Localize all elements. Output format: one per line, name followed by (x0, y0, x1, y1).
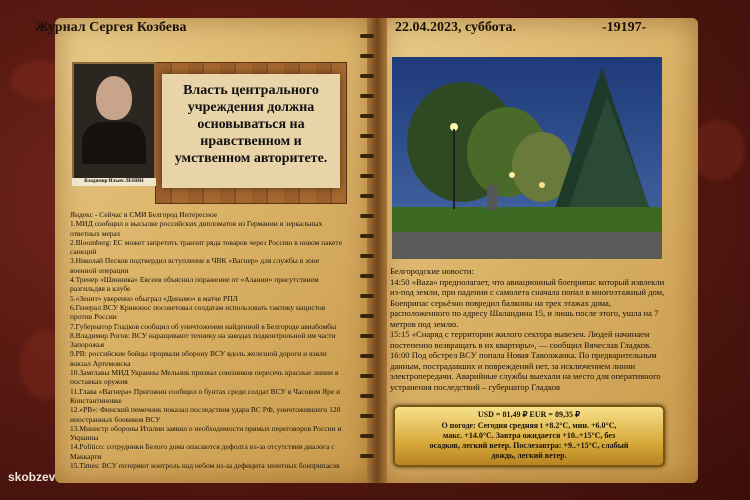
left-news-item: 4.Тренер «Шинника» Евсеев объяснил поражение от «Алании» присутствием разгильдяя в клубе (70, 275, 319, 294)
spine-ring (360, 314, 374, 318)
currency-rates: USD = 81,49 ₽ EUR = 89,35 ₽ (477, 410, 581, 419)
left-news-item: 2.Bloomberg: ЕС может запретить транзит ряда товаров через Россию в новом пакете санкций (70, 237, 342, 257)
weather-line: макс. +14.0°C. Завтра ожидается +10..+15°C, без (442, 431, 616, 440)
spine-ring (360, 334, 374, 338)
left-news-item: 15.Times: ВСУ потеряют контроль над небом из-за дефицита зенитных боеприпасов (70, 461, 340, 471)
spine-ring (360, 414, 374, 418)
spine-ring (360, 154, 374, 158)
spine-ring (360, 434, 374, 438)
left-news-item: 6.Генерал ВСУ Кривонос посоветовал солдатам использовать тактику нацистов против России (70, 302, 326, 322)
spine-ring (360, 274, 374, 278)
left-news-item: 14.Politico: сотрудники Белого дома опасаются дефолта из-за отсутствия диалога с Маккарти (70, 442, 335, 461)
spine-ring (360, 34, 374, 38)
spine-ring (360, 174, 374, 178)
portrait-image (72, 62, 156, 181)
right-news (390, 266, 665, 392)
date-line: 22.04.2023, суббота. (395, 20, 517, 35)
spine-ring (360, 94, 374, 98)
portrait-head (96, 76, 132, 120)
left-news-item: Яндекс - Сейчас в СМИ Белгород Интересное (70, 210, 218, 219)
left-news-item: 7.Губернатор Гладков сообщил об уничтожении найденной в Белгороде авиабомбы (70, 321, 337, 331)
left-news-item: 12.«РВ»: Финский пемечник показал последствия удара ВС РФ, уничтожившего 120 иностранных боевиков ВСУ (70, 405, 341, 424)
left-news-item: 1.МИД сообщил о высылке российских дипломатов из Германии и зеркальных ответных мерах (70, 219, 323, 238)
portrait-caption: Владимир Ильич ЛЕНИН (72, 178, 156, 186)
left-news-item: 3.Николай Песков подтвердил вступление в ЧВК «Вагнер» для службы в зоне военной операции (70, 256, 320, 275)
spine-ring (360, 354, 374, 358)
left-news-item: 11.Глава «Вагнера» Пригожин сообщил о бунтах среди солдат ВСУ в Часовом Яре и Константиновке (70, 386, 341, 405)
entry-number: -19197- (602, 20, 647, 35)
spine-ring (360, 454, 374, 458)
spine-ring (360, 114, 374, 118)
spine-ring (360, 294, 374, 298)
quote-text: Власть центрального учреждения должна основываться на нравственном и умственном авторитете. (174, 83, 328, 166)
spine-ring (360, 394, 374, 398)
spine-ring (360, 194, 374, 198)
spine-ring (360, 214, 374, 218)
right-news-item: 15:15 «Снаряд с территории жилого сектора вывезен. Людей начинаем постепенно возвращать в их квартиры», — сообщил Вячеслав Гладков. (390, 329, 652, 350)
spine-ring (360, 74, 374, 78)
right-news-header: Белгородские новости: (390, 266, 474, 276)
weather-line: осадков, легкий ветер. Послезавтра: +9..+15°C, слабый (429, 441, 629, 450)
spine-ring (360, 254, 374, 258)
left-news-item: 9.РВ: российские бойцы прорвали оборону ВСУ вдоль железной дороги и взяли вокзал Артемовска (70, 349, 327, 368)
spine-ring (360, 54, 374, 58)
right-news-item: 14:50 «Baza» предполагает, что авиационный боеприпас который извлекли из-под земли, при падении с самолета сначала попал в многоэтажный дом, Боеприпас серьёзно повредил балконы на трех этажах дома, расположенного по адресу Шаландина 15, и лишь после этого, ушла на 7 метров под землю. (390, 276, 665, 329)
weather-plaque (393, 405, 665, 467)
spine-ring (360, 234, 374, 238)
spine-ring (360, 374, 374, 378)
left-news-list (70, 210, 345, 470)
park-photo-drawing (392, 57, 662, 259)
spine-ring (360, 134, 374, 138)
left-news-item: 10.Замглавы МИД Украины Мельник призвал союзников пересечь красные линии в поставках оружия (70, 368, 339, 387)
right-news-item: 16:00 Под обстрел ВСУ попала Новая Таволжанка. По предварительным данным, пострадавших и повреждений нет, за исключением линии электропередачи. Аварийные службы выехали на место для оперативного устранения последствий – губернатор Гладков (390, 350, 661, 392)
left-news-item: 13.Министр обороны Италии заявил о необходимости прямых переговоров России и Украины (70, 423, 342, 443)
portrait-suit (82, 122, 146, 164)
left-news-item: 8.Владимир Рогов: ВСУ наращивают технику на заводах подконтрольной им части Запорожья (70, 330, 336, 350)
park-photo (392, 57, 662, 259)
left-news-item: 5.«Зенит» уверенно обыграл «Динамо» в матче РПЛ (70, 293, 238, 303)
leather-texture (690, 120, 745, 180)
weather-line: О погоде: Сегодня средняя t +8.2°C, мин. +6.0°C, (441, 421, 617, 430)
author-signature: skobzev (8, 470, 56, 484)
weather-line: дождь, легкий ветер. (491, 451, 567, 460)
journal-title: Журнал Сергея Козбева (35, 20, 187, 35)
